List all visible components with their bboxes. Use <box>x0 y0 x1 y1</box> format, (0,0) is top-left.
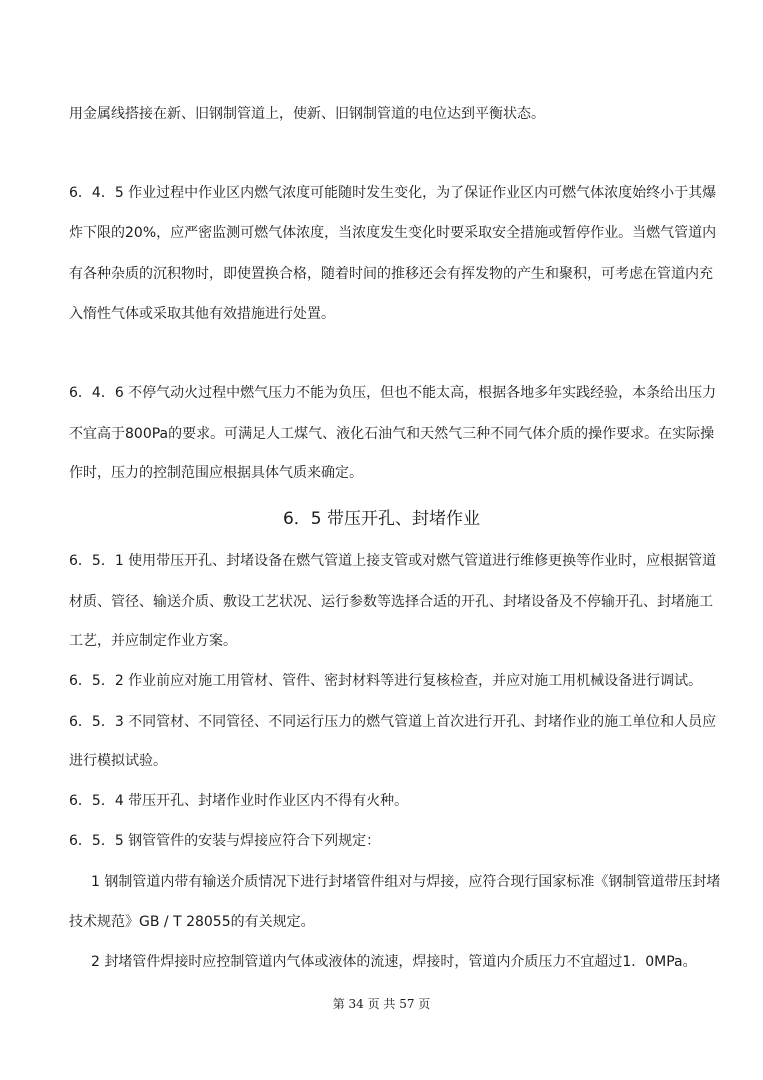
page-footer: 第 34 页 共 57 页 <box>332 997 431 1011</box>
body-text-line: 6．4．5 作业过程中作业区内燃气浓度可能随时发生变化，为了保证作业区内可燃气体浓度始终小于其爆 <box>69 185 717 201</box>
body-text-line: 6．5．4 带压开孔、封堵作业时作业区内不得有火种。 <box>69 793 409 809</box>
body-text-line: 用金属线搭接在新、旧钢制管道上，使新、旧钢制管道的电位达到平衡状态。 <box>69 106 545 122</box>
body-text-line: 6．5．1 使用带压开孔、封堵设备在燃气管道上接支管或对燃气管道进行维修更换等作业时，应根据管道 <box>69 553 717 569</box>
body-text-line: 作时，压力的控制范围应根据具体气质来确定。 <box>69 465 363 481</box>
list-item-line: 1 钢制管道内带有输送介质情况下进行封堵管件组对与焊接，应符合现行国家标准《钢制管道带压封堵 <box>91 874 721 890</box>
body-text-line: 6．5．5 钢管管件的安装与焊接应符合下列规定： <box>69 833 381 849</box>
body-text-line: 进行模拟试验。 <box>69 753 167 769</box>
body-text-line: 炸下限的20%，应严密监测可燃气体浓度，当浓度发生变化时要采取安全措施或暂停作业。当燃气管道内 <box>69 225 717 241</box>
body-text-line: 6．4．6 不停气动火过程中燃气压力不能为负压，但也不能太高，根据各地多年实践经验，本条给出压力 <box>69 385 717 401</box>
body-text-line: 材质、管径、输送介质、敷设工艺状况、运行参数等选择合适的开孔、封堵设备及不停输开孔、封堵施工 <box>69 594 713 610</box>
body-text-line: 不宜高于800Pa的要求。可满足人工煤气、液化石油气和天然气三种不同气体介质的操作要求。在实际操 <box>69 426 715 442</box>
body-text-line: 入惰性气体或采取其他有效措施进行处置。 <box>69 306 335 322</box>
body-text-line: 6．5．2 作业前应对施工用管材、管件、密封材料等进行复核检查，并应对施工用机械设备进行调试。 <box>69 673 703 689</box>
section-heading: 6．5 带压开孔、封堵作业 <box>282 509 481 529</box>
body-text-line: 工艺，并应制定作业方案。 <box>69 633 237 649</box>
list-item-line: 2 封堵管件焊接时应控制管道内气体或液体的流速，焊接时，管道内介质压力不宜超过1．0MPa。 <box>91 954 697 970</box>
body-text-line: 有各种杂质的沉积物时，即使置换合格，随着时间的推移还会有挥发物的产生和聚积，可考虑在管道内充 <box>69 266 713 282</box>
list-item-line: 技术规范》GB / T 28055的有关规定。 <box>69 914 315 930</box>
body-text-line: 6．5．3 不同管材、不同管径、不同运行压力的燃气管道上首次进行开孔、封堵作业的施工单位和人员应 <box>69 714 717 730</box>
